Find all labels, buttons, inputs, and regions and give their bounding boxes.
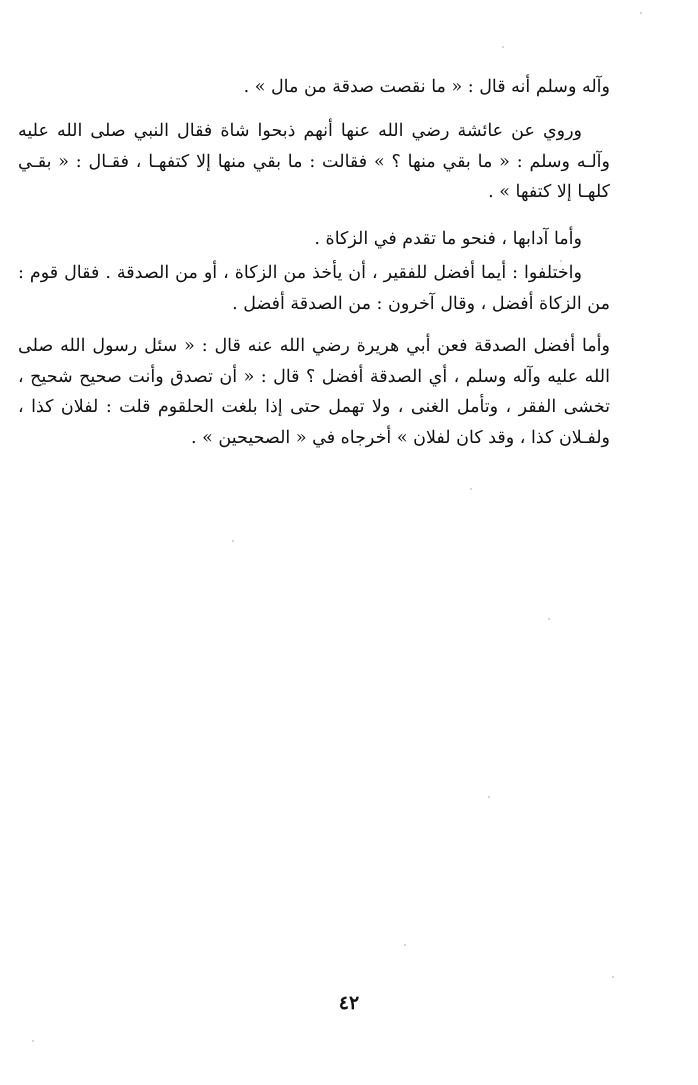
scan-speck (32, 1040, 34, 1042)
paragraph-text: وآله وسلم أنه قال : « ما نقصت صدقة من مال » . (243, 77, 610, 97)
scan-speck (612, 976, 614, 978)
scan-speck (470, 488, 472, 490)
page-number: ٤٢ (338, 992, 360, 1014)
paragraph-text: وروي عن عائشة رضي الله عنها أنهم ذبحوا شاة فقال النبي صلى الله عليه وآلـه وسلم : « ما بقي منها ؟ » فقالت : ما بقي منها إلا كتفهـا ، فقـال : « بقـي كلهـا إلا كتفها » . (18, 121, 610, 202)
paragraph-3 (18, 224, 610, 255)
scan-speck (232, 540, 234, 542)
scan-speck (404, 944, 406, 946)
paragraph-text: وأما أفضل الصدقة فعن أبي هريرة رضي الله عنه قال : « سئل رسول الله صلى الله عليه وآله وسلم ، أي الصدقة أفضل ؟ قال : « أن تصدق وأنت صحيح شحيح ، تخشى الفقر ، وتأمل الغنى ، ولا تهمل حتى إذا بلغت الحلقوم قلت : لفلان كذا ، ولفـلان كذا ، وقد كان لفلان » أخرجاه في « الصحيحين » . (18, 336, 610, 448)
scan-speck (548, 618, 550, 620)
scan-speck (560, 260, 562, 262)
paragraph-2 (18, 116, 610, 208)
scan-speck (502, 46, 504, 48)
paragraph-5 (18, 331, 610, 453)
scan-speck (488, 796, 490, 798)
paragraph-text: وأما آدابها ، فنحو ما تقدم في الزكاة . (314, 229, 582, 249)
paragraph-4 (18, 258, 610, 319)
paragraph-1 (18, 72, 610, 103)
scan-speck (640, 12, 642, 14)
paragraph-text: واختلفوا : أيما أفضل للفقير ، أن يأخذ من الزكاة ، أو من الصدقة . فقال قوم : من الزكاة أفضل ، وقال آخرون : من الصدقة أفضل . (18, 263, 610, 314)
